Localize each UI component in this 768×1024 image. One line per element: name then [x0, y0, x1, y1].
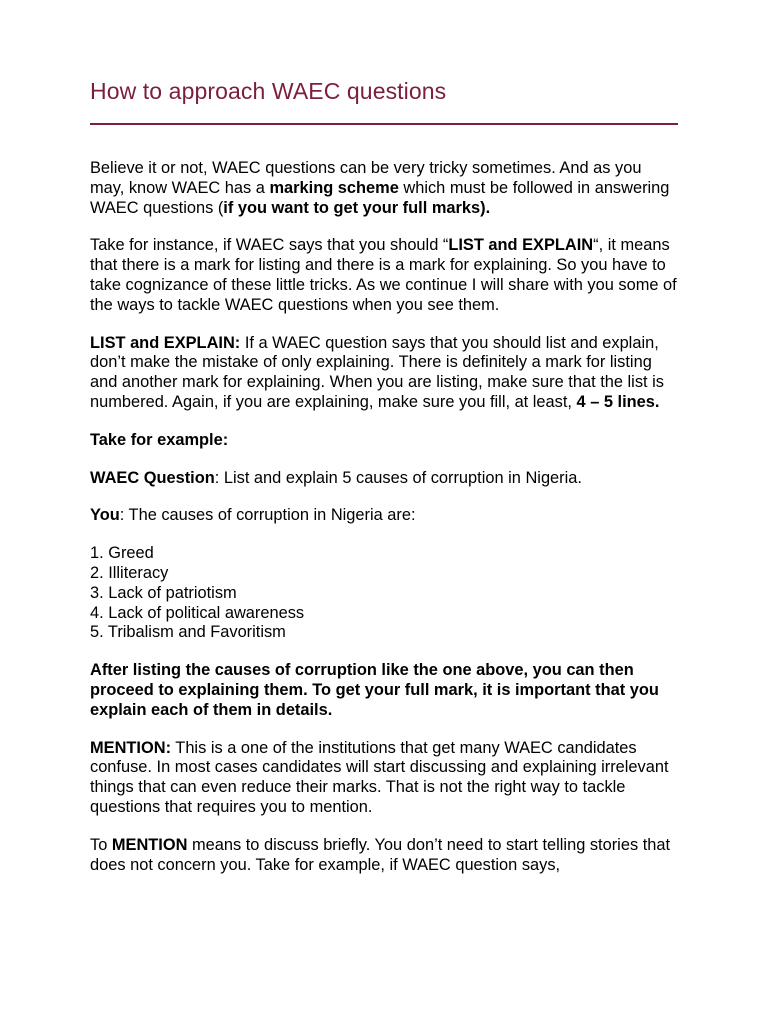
page-title: How to approach WAEC questions: [90, 78, 447, 104]
bold-text-run: WAEC Question: [90, 468, 215, 487]
text-run: Believe it or not, WAEC questions can be very tricky sometimes. And as you may, know WAEC has a: [90, 159, 642, 197]
paragraph-to-mention: [90, 836, 680, 876]
list-item: 4. Lack of political awareness: [90, 603, 305, 622]
title-divider: [90, 123, 678, 125]
text-run: To: [90, 835, 112, 854]
paragraph-example-heading: [90, 431, 680, 451]
paragraph-you-answer: [90, 506, 680, 526]
text-run: Take for instance, if WAEC says that you should “: [90, 236, 449, 255]
paragraph-after-listing: [90, 661, 680, 720]
bold-text-run: MENTION: [111, 835, 188, 854]
bold-text-run: MENTION:: [90, 738, 172, 757]
list-item: 5. Tribalism and Favoritism: [90, 623, 286, 642]
text-run: which must be followed in answering WAEC questions (: [90, 178, 670, 217]
bold-text-run: Take for example:: [90, 430, 229, 449]
bold-text-run: 4 – 5 lines.: [576, 392, 660, 411]
bold-text-run: marking scheme: [269, 178, 399, 197]
text-run: means to discuss briefly. You don’t need to start telling stories that does not concern you. Take for example, if WAEC question says,: [90, 835, 671, 874]
bold-text-run: if you want to get your full marks).: [223, 198, 491, 217]
bold-text-run: LIST and EXPLAIN:: [90, 333, 241, 352]
list-item: 3. Lack of patriotism: [90, 583, 237, 602]
paragraph-list-and-explain: [90, 334, 680, 413]
text-run: : List and explain 5 causes of corruption in Nigeria.: [214, 468, 582, 487]
paragraph-waec-question: [90, 469, 680, 489]
causes-list: [90, 544, 680, 643]
list-item: 1. Greed: [90, 544, 154, 563]
bold-text-run: LIST and EXPLAIN: [448, 236, 594, 255]
paragraph-intro: [90, 159, 680, 218]
bold-text-run: After listing the causes of corruption like the one above, you can then proceed to explaining them. To get your full mark, it is important that you explain each of them in details.: [90, 661, 659, 719]
paragraph-mention: [90, 739, 680, 818]
paragraph-instance: [90, 236, 680, 315]
text-run: “, it means that there is a mark for listing and there is a mark for explaining. So you have to take cognizance of these little tricks. As we continue I will share with you some of the ways to tackle WAEC questions when you see them.: [90, 236, 677, 314]
bold-text-run: You: [90, 506, 120, 525]
list-item: 2. Illiteracy: [90, 563, 169, 582]
document-body: [90, 159, 680, 893]
text-run: This is a one of the institutions that get many WAEC candidates confuse. In most cases candidates will start discussing and explaining irrelevant things that can even reduce their marks. That is not the right way to tackle questions that requires you to mention.: [90, 738, 669, 816]
text-run: : The causes of corruption in Nigeria are:: [119, 506, 416, 525]
text-run: If a WAEC question says that you should list and explain, don’t make the mistake of only explaining. There is definitely a mark for listing and another mark for explaining. When you are listing, make sure that the list is numbered. Again, if you are explaining, make sure you fill, at least,: [90, 333, 664, 411]
